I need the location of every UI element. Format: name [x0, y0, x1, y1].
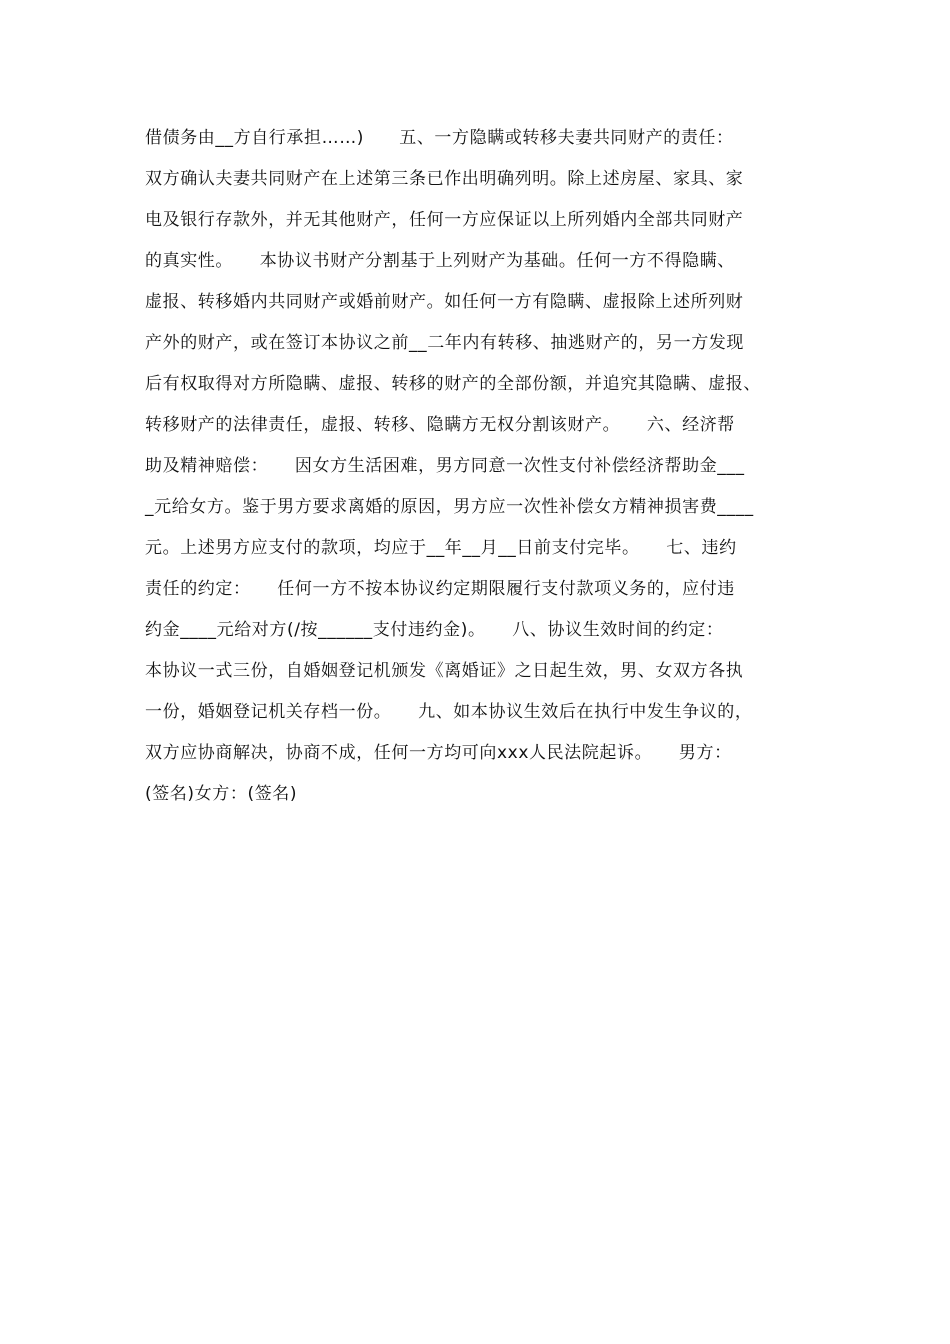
- text-line-9: 助及精神赔偿： 因女方生活困难，男方同意一次性支付补偿经济帮助金___: [145, 456, 745, 476]
- text-line-5: 虚报、转移婚内共同财产或婚前财产。如任何一方有隐瞒、虚报除上述所列财: [145, 292, 744, 312]
- text-line-11: 元。上述男方应支付的款项，均应于__年__月__日前支付完毕。 七、违约: [145, 538, 737, 558]
- text-line-1: 借债务由__方自行承担……) 五、一方隐瞒或转移夫妻共同财产的责任：: [145, 128, 734, 148]
- text-line-4: 的真实性。 本协议书财产分割基于上列财产为基础。任何一方不得隐瞒、: [145, 251, 735, 271]
- text-line-8: 转移财产的法律责任，虚报、转移、隐瞒方无权分割该财产。 六、经济帮: [145, 415, 735, 435]
- text-line-14: 本协议一式三份，自婚姻登记机颁发《离婚证》之日起生效，男、女双方各执: [145, 661, 744, 681]
- text-line-7: 后有权取得对方所隐瞒、虚报、转移的财产的全部份额，并追究其隐瞒、虚报、: [145, 374, 761, 394]
- text-line-2: 双方确认夫妻共同财产在上述第三条已作出明确列明。除上述房屋、家具、家: [145, 169, 744, 189]
- text-line-6: 产外的财产，或在签订本协议之前__二年内有转移、抽逃财产的，另一方发现: [145, 333, 744, 353]
- text-line-13: 约金____元给对方(/按______支付违约金)。 八、协议生效时间的约定：: [145, 620, 724, 640]
- text-line-10: _元给女方。鉴于男方要求离婚的原因，男方应一次性补偿女方精神损害费____: [145, 497, 754, 517]
- text-line-12: 责任的约定： 任何一方不按本协议约定期限履行支付款项义务的，应付违: [145, 579, 735, 599]
- signature-line: (签名)女方：(签名): [145, 784, 298, 804]
- text-line-16: 双方应协商解决，协商不成，任何一方均可向xxx人民法院起诉。 男方：: [145, 743, 732, 763]
- text-line-15: 一份，婚姻登记机关存档一份。 九、如本协议生效后在执行中发生争议的，: [145, 702, 753, 722]
- agreement-text: [145, 118, 815, 815]
- text-line-3: 电及银行存款外，并无其他财产，任何一方应保证以上所列婚内全部共同财产: [145, 210, 744, 230]
